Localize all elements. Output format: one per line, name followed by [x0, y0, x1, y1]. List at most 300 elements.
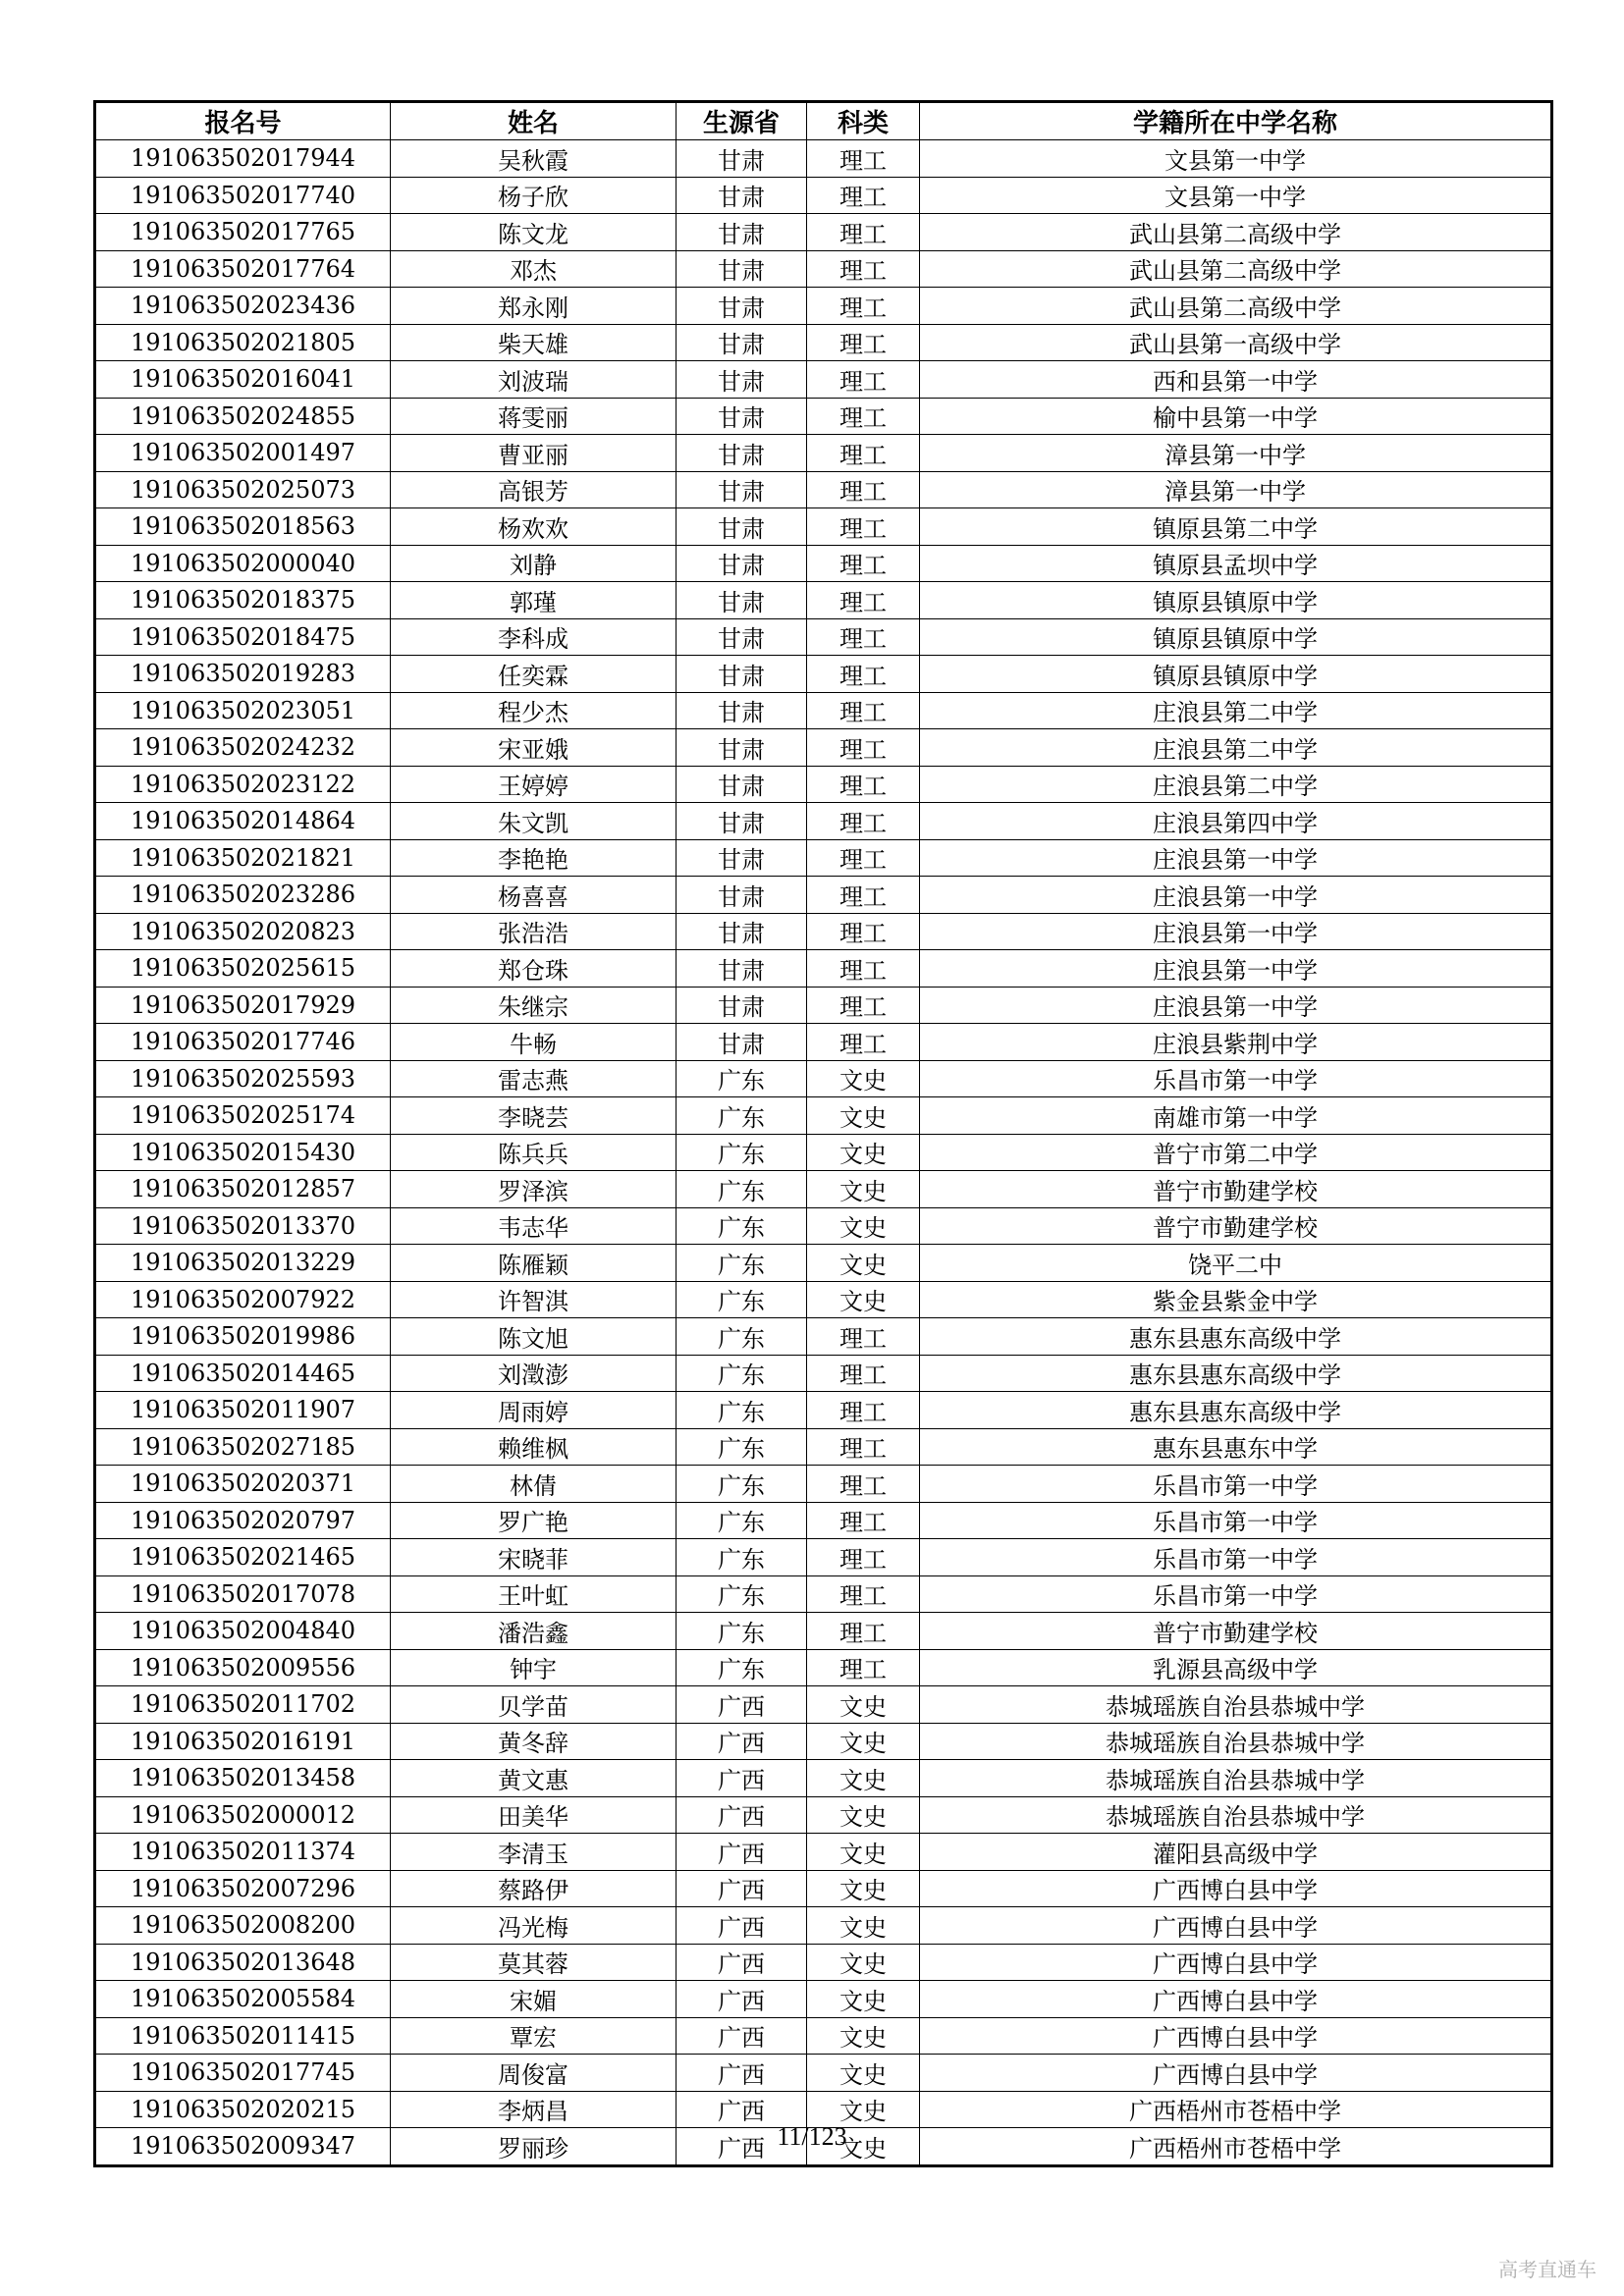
table-row: [95, 729, 1552, 767]
cell-province: 甘肃: [677, 471, 807, 508]
cell-category: 理工: [807, 692, 920, 729]
cell-registration-number: 191063502020797: [95, 1502, 391, 1539]
cell-school: 广西博白县中学: [920, 1870, 1552, 1907]
table-row: [95, 1245, 1552, 1282]
cell-school: 饶平二中: [920, 1245, 1552, 1282]
cell-name: 罗泽滨: [391, 1171, 677, 1208]
column-header-name: 姓名: [391, 102, 677, 140]
cell-school: 紫金县紫金中学: [920, 1281, 1552, 1318]
cell-registration-number: 191063502011907: [95, 1392, 391, 1429]
cell-school: 庄浪县第一中学: [920, 950, 1552, 988]
cell-category: 理工: [807, 766, 920, 803]
table-row: [95, 803, 1552, 840]
cell-name: 程少杰: [391, 692, 677, 729]
cell-province: 广东: [677, 1392, 807, 1429]
cell-school: 西和县第一中学: [920, 361, 1552, 399]
cell-name: 陈兵兵: [391, 1134, 677, 1171]
cell-category: 理工: [807, 877, 920, 914]
table-row: [95, 1575, 1552, 1613]
cell-province: 广西: [677, 2017, 807, 2055]
cell-province: 广西: [677, 1981, 807, 2018]
table-row: [95, 1281, 1552, 1318]
cell-name: 刘波瑞: [391, 361, 677, 399]
cell-province: 甘肃: [677, 803, 807, 840]
cell-province: 广东: [677, 1134, 807, 1171]
cell-registration-number: 191063502014864: [95, 803, 391, 840]
cell-category: 理工: [807, 1024, 920, 1061]
cell-name: 黄文惠: [391, 1760, 677, 1797]
cell-category: 理工: [807, 1613, 920, 1650]
cell-registration-number: 191063502013458: [95, 1760, 391, 1797]
cell-category: 理工: [807, 288, 920, 325]
cell-name: 罗丽珍: [391, 2128, 677, 2166]
cell-province: 广东: [677, 1097, 807, 1135]
cell-school: 武山县第二高级中学: [920, 250, 1552, 288]
cell-school: 普宁市勤建学校: [920, 1171, 1552, 1208]
table-row: [95, 435, 1552, 472]
cell-province: 广东: [677, 1207, 807, 1245]
cell-name: 李晓芸: [391, 1097, 677, 1135]
table-row: [95, 1981, 1552, 2018]
cell-registration-number: 191063502017944: [95, 140, 391, 178]
cell-province: 甘肃: [677, 250, 807, 288]
cell-category: 文史: [807, 1097, 920, 1135]
cell-name: 柴天雄: [391, 324, 677, 361]
cell-category: 理工: [807, 1649, 920, 1686]
cell-registration-number: 191063502017764: [95, 250, 391, 288]
cell-school: 惠东县惠东高级中学: [920, 1392, 1552, 1429]
cell-category: 文史: [807, 1944, 920, 1981]
cell-registration-number: 191063502019986: [95, 1318, 391, 1356]
cell-name: 郑仓珠: [391, 950, 677, 988]
cell-school: 庄浪县第二中学: [920, 729, 1552, 767]
cell-name: 林倩: [391, 1466, 677, 1503]
cell-name: 冯光梅: [391, 1907, 677, 1945]
table-row: [95, 1613, 1552, 1650]
cell-category: 文史: [807, 2091, 920, 2128]
cell-name: 高银芳: [391, 471, 677, 508]
cell-category: 理工: [807, 839, 920, 877]
cell-registration-number: 191063502011415: [95, 2017, 391, 2055]
cell-name: 宋晓菲: [391, 1539, 677, 1576]
cell-school: 惠东县惠东高级中学: [920, 1318, 1552, 1356]
table-row: [95, 1097, 1552, 1135]
cell-category: 理工: [807, 545, 920, 582]
cell-school: 庄浪县第二中学: [920, 692, 1552, 729]
table-row: [95, 1649, 1552, 1686]
cell-province: 甘肃: [677, 987, 807, 1024]
cell-registration-number: 191063502018375: [95, 582, 391, 619]
cell-province: 广东: [677, 1649, 807, 1686]
cell-name: 蒋雯丽: [391, 398, 677, 435]
cell-name: 邓杰: [391, 250, 677, 288]
cell-province: 广西: [677, 1944, 807, 1981]
table-row: [95, 1466, 1552, 1503]
cell-province: 广西: [677, 1723, 807, 1760]
cell-category: 理工: [807, 1575, 920, 1613]
cell-province: 广西: [677, 1686, 807, 1724]
cell-name: 郑永刚: [391, 288, 677, 325]
table-row: [95, 1355, 1552, 1392]
cell-category: 理工: [807, 361, 920, 399]
cell-category: 理工: [807, 1428, 920, 1466]
cell-school: 普宁市第二中学: [920, 1134, 1552, 1171]
table-row: [95, 839, 1552, 877]
cell-province: 广西: [677, 1796, 807, 1834]
table-row: [95, 140, 1552, 178]
cell-province: 广西: [677, 1760, 807, 1797]
cell-school: 恭城瑶族自治县恭城中学: [920, 1686, 1552, 1724]
cell-school: 庄浪县第二中学: [920, 766, 1552, 803]
cell-category: 理工: [807, 950, 920, 988]
admission-roster-table: [93, 100, 1553, 2167]
table-row: [95, 1796, 1552, 1834]
cell-school: 广西博白县中学: [920, 2055, 1552, 2092]
cell-name: 李炳昌: [391, 2091, 677, 2128]
cell-province: 甘肃: [677, 361, 807, 399]
cell-registration-number: 191063502007296: [95, 1870, 391, 1907]
cell-school: 广西博白县中学: [920, 1944, 1552, 1981]
cell-province: 甘肃: [677, 692, 807, 729]
cell-province: 甘肃: [677, 545, 807, 582]
table-row: [95, 913, 1552, 950]
cell-province: 广西: [677, 1834, 807, 1871]
cell-name: 朱继宗: [391, 987, 677, 1024]
column-header-school: 学籍所在中学名称: [920, 102, 1552, 140]
cell-registration-number: 191063502017078: [95, 1575, 391, 1613]
cell-category: 理工: [807, 582, 920, 619]
cell-category: 理工: [807, 471, 920, 508]
cell-school: 广西梧州市苍梧中学: [920, 2091, 1552, 2128]
cell-school: 文县第一中学: [920, 177, 1552, 214]
cell-province: 广东: [677, 1466, 807, 1503]
table-row: [95, 987, 1552, 1024]
cell-school: 惠东县惠东中学: [920, 1428, 1552, 1466]
cell-registration-number: 191063502024232: [95, 729, 391, 767]
cell-category: 文史: [807, 1907, 920, 1945]
cell-province: 甘肃: [677, 766, 807, 803]
cell-school: 文县第一中学: [920, 140, 1552, 178]
cell-category: 文史: [807, 1134, 920, 1171]
cell-registration-number: 191063502009347: [95, 2128, 391, 2166]
cell-name: 杨子欣: [391, 177, 677, 214]
cell-category: 理工: [807, 214, 920, 251]
cell-school: 镇原县镇原中学: [920, 656, 1552, 693]
table-row: [95, 361, 1552, 399]
cell-province: 甘肃: [677, 582, 807, 619]
cell-province: 甘肃: [677, 214, 807, 251]
cell-school: 乐昌市第一中学: [920, 1502, 1552, 1539]
cell-category: 理工: [807, 913, 920, 950]
table-row: [95, 177, 1552, 214]
cell-registration-number: 191063502017929: [95, 987, 391, 1024]
table-row: [95, 1870, 1552, 1907]
table-row: [95, 618, 1552, 656]
table-row: [95, 582, 1552, 619]
cell-registration-number: 191063502018563: [95, 508, 391, 546]
cell-category: 理工: [807, 435, 920, 472]
table-row: [95, 1318, 1552, 1356]
cell-category: 文史: [807, 1245, 920, 1282]
cell-registration-number: 191063502007922: [95, 1281, 391, 1318]
cell-school: 普宁市勤建学校: [920, 1613, 1552, 1650]
cell-province: 广东: [677, 1539, 807, 1576]
table-row: [95, 545, 1552, 582]
cell-category: 理工: [807, 1355, 920, 1392]
table-row: [95, 398, 1552, 435]
cell-registration-number: 191063502020215: [95, 2091, 391, 2128]
cell-category: 理工: [807, 324, 920, 361]
cell-school: 乳源县高级中学: [920, 1649, 1552, 1686]
cell-category: 理工: [807, 987, 920, 1024]
cell-province: 广东: [677, 1575, 807, 1613]
cell-category: 理工: [807, 398, 920, 435]
cell-registration-number: 191063502021821: [95, 839, 391, 877]
cell-category: 文史: [807, 1981, 920, 2018]
cell-registration-number: 191063502011374: [95, 1834, 391, 1871]
cell-name: 李清玉: [391, 1834, 677, 1871]
cell-name: 周俊富: [391, 2055, 677, 2092]
cell-school: 普宁市勤建学校: [920, 1207, 1552, 1245]
cell-category: 理工: [807, 508, 920, 546]
table-row: [95, 1834, 1552, 1871]
table-row: [95, 1024, 1552, 1061]
table-row: [95, 656, 1552, 693]
cell-name: 曹亚丽: [391, 435, 677, 472]
cell-province: 广东: [677, 1355, 807, 1392]
table-row: [95, 1428, 1552, 1466]
cell-name: 杨欢欢: [391, 508, 677, 546]
cell-school: 乐昌市第一中学: [920, 1539, 1552, 1576]
cell-province: 广东: [677, 1060, 807, 1097]
table-row: [95, 508, 1552, 546]
cell-category: 文史: [807, 2017, 920, 2055]
cell-registration-number: 191063502000012: [95, 1796, 391, 1834]
cell-school: 武山县第一高级中学: [920, 324, 1552, 361]
table-body: [95, 140, 1552, 2166]
cell-province: 甘肃: [677, 508, 807, 546]
cell-registration-number: 191063502027185: [95, 1428, 391, 1466]
cell-province: 广西: [677, 2055, 807, 2092]
cell-province: 甘肃: [677, 288, 807, 325]
cell-name: 刘澂澎: [391, 1355, 677, 1392]
cell-registration-number: 191063502025593: [95, 1060, 391, 1097]
cell-school: 乐昌市第一中学: [920, 1466, 1552, 1503]
cell-school: 庄浪县第四中学: [920, 803, 1552, 840]
cell-school: 榆中县第一中学: [920, 398, 1552, 435]
cell-province: 甘肃: [677, 324, 807, 361]
cell-category: 文史: [807, 1281, 920, 1318]
cell-province: 甘肃: [677, 618, 807, 656]
cell-province: 广东: [677, 1281, 807, 1318]
cell-school: 乐昌市第一中学: [920, 1575, 1552, 1613]
table-row: [95, 2055, 1552, 2092]
cell-name: 黄冬辞: [391, 1723, 677, 1760]
cell-registration-number: 191063502021805: [95, 324, 391, 361]
cell-registration-number: 191063502017740: [95, 177, 391, 214]
cell-school: 镇原县第二中学: [920, 508, 1552, 546]
cell-category: 理工: [807, 803, 920, 840]
cell-registration-number: 191063502025073: [95, 471, 391, 508]
cell-province: 广东: [677, 1428, 807, 1466]
cell-name: 雷志燕: [391, 1060, 677, 1097]
cell-category: 文史: [807, 1760, 920, 1797]
table-row: [95, 766, 1552, 803]
cell-category: 理工: [807, 1392, 920, 1429]
page-number: 11/123: [777, 2122, 847, 2151]
table-row: [95, 1539, 1552, 1576]
table-row: [95, 471, 1552, 508]
cell-category: 理工: [807, 1318, 920, 1356]
cell-category: 文史: [807, 1207, 920, 1245]
column-header-registration-number: 报名号: [95, 102, 391, 140]
table-row: [95, 250, 1552, 288]
cell-name: 吴秋霞: [391, 140, 677, 178]
cell-category: 文史: [807, 1834, 920, 1871]
table-row: [95, 1944, 1552, 1981]
cell-category: 理工: [807, 140, 920, 178]
cell-name: 陈文龙: [391, 214, 677, 251]
cell-category: 文史: [807, 1060, 920, 1097]
cell-school: 庄浪县第一中学: [920, 839, 1552, 877]
cell-name: 杨喜喜: [391, 877, 677, 914]
cell-name: 宋媚: [391, 1981, 677, 2018]
cell-school: 惠东县惠东高级中学: [920, 1355, 1552, 1392]
cell-registration-number: 191063502013229: [95, 1245, 391, 1282]
cell-province: 甘肃: [677, 877, 807, 914]
table-row: [95, 1392, 1552, 1429]
cell-registration-number: 191063502011702: [95, 1686, 391, 1724]
cell-name: 刘静: [391, 545, 677, 582]
cell-name: 罗广艳: [391, 1502, 677, 1539]
cell-category: 理工: [807, 177, 920, 214]
cell-name: 陈文旭: [391, 1318, 677, 1356]
cell-registration-number: 191063502023122: [95, 766, 391, 803]
cell-registration-number: 191063502019283: [95, 656, 391, 693]
cell-province: 甘肃: [677, 839, 807, 877]
cell-province: 广西: [677, 2128, 807, 2166]
cell-registration-number: 191063502012857: [95, 1171, 391, 1208]
table-row: [95, 1723, 1552, 1760]
cell-province: 甘肃: [677, 950, 807, 988]
cell-registration-number: 191063502013648: [95, 1944, 391, 1981]
cell-registration-number: 191063502016191: [95, 1723, 391, 1760]
cell-registration-number: 191063502021465: [95, 1539, 391, 1576]
cell-category: 文史: [807, 1796, 920, 1834]
cell-school: 武山县第二高级中学: [920, 288, 1552, 325]
cell-name: 潘浩鑫: [391, 1613, 677, 1650]
cell-registration-number: 191063502023436: [95, 288, 391, 325]
cell-registration-number: 191063502024855: [95, 398, 391, 435]
cell-name: 蔡路伊: [391, 1870, 677, 1907]
cell-province: 广东: [677, 1245, 807, 1282]
cell-name: 韦志华: [391, 1207, 677, 1245]
cell-province: 广西: [677, 1907, 807, 1945]
table-row: [95, 1134, 1552, 1171]
cell-school: 漳县第一中学: [920, 435, 1552, 472]
table-row: [95, 1686, 1552, 1724]
table-row: [95, 1502, 1552, 1539]
cell-name: 莫其蓉: [391, 1944, 677, 1981]
cell-school: 漳县第一中学: [920, 471, 1552, 508]
cell-registration-number: 191063502005584: [95, 1981, 391, 2018]
cell-category: 文史: [807, 1171, 920, 1208]
cell-province: 广东: [677, 1502, 807, 1539]
cell-school: 灌阳县高级中学: [920, 1834, 1552, 1871]
cell-school: 镇原县镇原中学: [920, 618, 1552, 656]
cell-school: 庄浪县第一中学: [920, 987, 1552, 1024]
cell-registration-number: 191063502013370: [95, 1207, 391, 1245]
cell-province: 广西: [677, 1870, 807, 1907]
cell-name: 朱文凯: [391, 803, 677, 840]
cell-category: 文史: [807, 1870, 920, 1907]
cell-province: 甘肃: [677, 1024, 807, 1061]
table-row: [95, 877, 1552, 914]
cell-category: 文史: [807, 1686, 920, 1724]
cell-name: 王婷婷: [391, 766, 677, 803]
cell-name: 牛畅: [391, 1024, 677, 1061]
cell-registration-number: 191063502018475: [95, 618, 391, 656]
cell-school: 乐昌市第一中学: [920, 1060, 1552, 1097]
cell-school: 庄浪县第一中学: [920, 877, 1552, 914]
cell-province: 甘肃: [677, 140, 807, 178]
cell-category: 理工: [807, 618, 920, 656]
cell-school: 镇原县孟坝中学: [920, 545, 1552, 582]
cell-registration-number: 191063502001497: [95, 435, 391, 472]
cell-name: 郭瑾: [391, 582, 677, 619]
cell-school: 南雄市第一中学: [920, 1097, 1552, 1135]
table-row: [95, 324, 1552, 361]
cell-province: 广东: [677, 1613, 807, 1650]
table-row: [95, 2017, 1552, 2055]
table-row: [95, 1760, 1552, 1797]
cell-province: 广西: [677, 2091, 807, 2128]
cell-province: 甘肃: [677, 913, 807, 950]
cell-category: 理工: [807, 1502, 920, 1539]
cell-province: 广东: [677, 1171, 807, 1208]
cell-registration-number: 191063502017746: [95, 1024, 391, 1061]
cell-province: 甘肃: [677, 729, 807, 767]
cell-registration-number: 191063502020823: [95, 913, 391, 950]
cell-name: 陈雁颖: [391, 1245, 677, 1282]
cell-province: 广东: [677, 1318, 807, 1356]
cell-school: 广西博白县中学: [920, 1907, 1552, 1945]
cell-school: 武山县第二高级中学: [920, 214, 1552, 251]
cell-registration-number: 191063502023286: [95, 877, 391, 914]
cell-category: 理工: [807, 1466, 920, 1503]
cell-school: 镇原县镇原中学: [920, 582, 1552, 619]
cell-school: 恭城瑶族自治县恭城中学: [920, 1723, 1552, 1760]
cell-name: 任奕霖: [391, 656, 677, 693]
cell-name: 贝学苗: [391, 1686, 677, 1724]
cell-registration-number: 191063502017765: [95, 214, 391, 251]
cell-category: 文史: [807, 1723, 920, 1760]
cell-registration-number: 191063502020371: [95, 1466, 391, 1503]
cell-category: 理工: [807, 250, 920, 288]
cell-province: 甘肃: [677, 398, 807, 435]
cell-name: 李科成: [391, 618, 677, 656]
cell-name: 许智淇: [391, 1281, 677, 1318]
watermark: 高考直通车: [1498, 2258, 1597, 2281]
cell-registration-number: 191063502015430: [95, 1134, 391, 1171]
table-header-row: [95, 102, 1552, 140]
cell-province: 甘肃: [677, 177, 807, 214]
column-header-category: 科类: [807, 102, 920, 140]
cell-category: 文史: [807, 2055, 920, 2092]
cell-school: 庄浪县紫荆中学: [920, 1024, 1552, 1061]
cell-school: 恭城瑶族自治县恭城中学: [920, 1760, 1552, 1797]
column-header-province: 生源省: [677, 102, 807, 140]
